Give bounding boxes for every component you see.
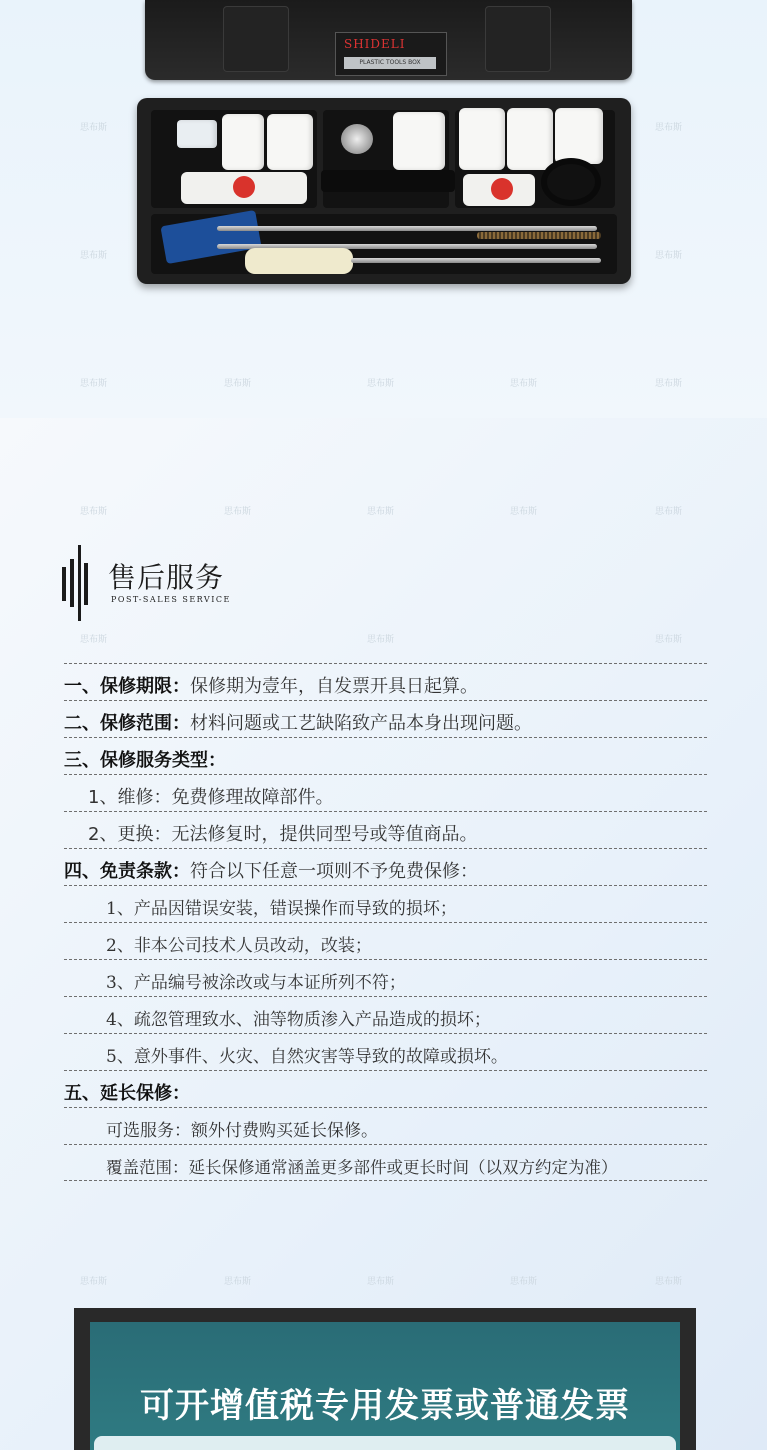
funnel xyxy=(341,124,373,154)
watermark: 思布斯 xyxy=(367,379,395,389)
watermark: 思布斯 xyxy=(655,635,683,645)
cotton-roll xyxy=(507,108,553,170)
latch-right xyxy=(485,6,551,72)
cotton-roll xyxy=(267,114,313,170)
term-warranty-scope: 二、保修范围：材料问题或工艺缺陷致产品本身出现问题。 xyxy=(64,713,532,734)
watermark: 思布斯 xyxy=(224,1277,252,1287)
cotton-roll xyxy=(555,108,603,164)
watermark: 思布斯 xyxy=(655,507,683,517)
tape-roll xyxy=(541,158,601,206)
watermark: 思布斯 xyxy=(510,507,538,517)
section-title: 售后服务 xyxy=(108,561,225,594)
cleaning-rod xyxy=(217,226,597,231)
oil-can-logo xyxy=(491,178,513,200)
watermark: 思布斯 xyxy=(367,507,395,517)
oil-can-logo xyxy=(233,176,255,198)
term-service-repair: 1、维修：免费修理故障部件。 xyxy=(88,787,334,808)
term-warranty-period: 一、保修期限：保修期为壹年，自发票开具日起算。 xyxy=(64,676,478,697)
toolbox-label-text: PLASTIC TOOLS BOX xyxy=(344,57,436,69)
watermark: 思布斯 xyxy=(224,379,252,389)
watermark: 思布斯 xyxy=(367,635,395,645)
extended-warranty-item: 可选服务：额外付费购买延长保修。 xyxy=(106,1121,378,1141)
extended-warranty-item: 覆盖范围：延长保修通常涵盖更多部件或更长时间（以双方约定为准） xyxy=(106,1158,618,1177)
rod-holder xyxy=(321,170,455,192)
disclaimer-item: 2、非本公司技术人员改动，改装； xyxy=(106,936,372,956)
watermark: 思布斯 xyxy=(655,379,683,389)
brand-logo: SHIDELI xyxy=(344,37,406,51)
disclaimer-item: 5、意外事件、火灾、自然灾害等导致的故障或损坏。 xyxy=(106,1047,508,1067)
term-service-types: 三、保修服务类型： xyxy=(64,750,226,771)
invoice-banner-text: 可开增值税专用发票或普通发票 xyxy=(140,1386,630,1426)
watermark: 思布斯 xyxy=(80,251,108,261)
divider xyxy=(64,663,707,664)
product-photo-section xyxy=(0,0,767,418)
watermark: 思布斯 xyxy=(655,1277,683,1287)
invoice-banner-panel xyxy=(94,1436,676,1450)
watermark: 思布斯 xyxy=(80,123,108,133)
section-subtitle: POST-SALES SERVICE xyxy=(111,595,231,604)
watermark: 思布斯 xyxy=(80,635,108,645)
cotton-roll xyxy=(393,112,445,170)
rod-handle xyxy=(245,248,353,274)
watermark: 思布斯 xyxy=(224,507,252,517)
heading-bars-icon xyxy=(62,545,88,621)
watermark: 思布斯 xyxy=(655,123,683,133)
watermark: 思布斯 xyxy=(367,1277,395,1287)
watermark: 思布斯 xyxy=(80,507,108,517)
watermark: 思布斯 xyxy=(510,1277,538,1287)
term-extended-warranty: 五、延长保修： xyxy=(64,1083,190,1104)
term-service-replace: 2、更换：无法修复时，提供同型号或等值商品。 xyxy=(88,824,478,845)
disclaimer-item: 1、产品因错误安装，错误操作而导致的损坏； xyxy=(106,899,457,919)
cleaning-rod xyxy=(351,258,601,263)
toolbox-lid xyxy=(145,0,632,80)
term-disclaimer: 四、免责条款：符合以下任意一项则不予免费保修： xyxy=(64,861,478,882)
disclaimer-item: 3、产品编号被涂改或与本证所列不符； xyxy=(106,973,406,993)
latch-left xyxy=(223,6,289,72)
cotton-roll xyxy=(459,108,505,170)
watermark: 思布斯 xyxy=(655,251,683,261)
watermark: 思布斯 xyxy=(80,1277,108,1287)
watermark: 思布斯 xyxy=(80,379,108,389)
bore-brush xyxy=(477,232,601,239)
disclaimer-item: 4、疏忽管理致水、油等物质渗入产品造成的损坏； xyxy=(106,1010,491,1030)
toolbox-tray xyxy=(137,98,631,284)
measuring-cup xyxy=(177,120,217,148)
watermark: 思布斯 xyxy=(510,379,538,389)
toolbox-label xyxy=(335,32,447,76)
cotton-roll xyxy=(222,114,264,170)
